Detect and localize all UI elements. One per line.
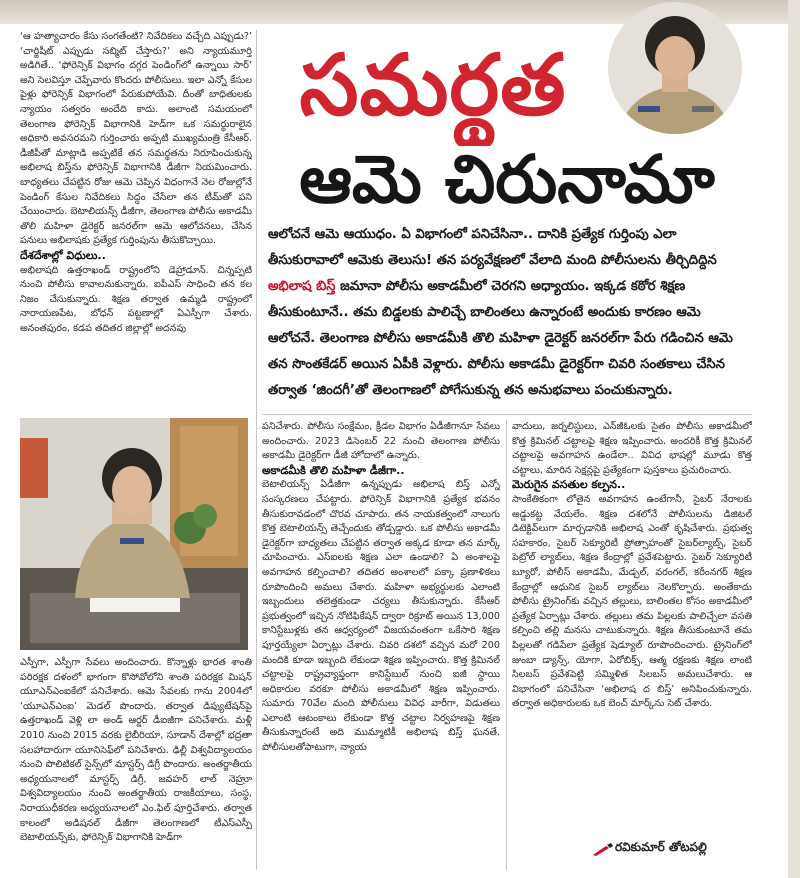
column-1-paragraph-2: అభిలాషది ఉత్తరాఖండ్ రాష్ట్రంలోని డెహ్రాడూన్. చిన్నప్పటి నుంచి పోలీసు కావాలనుకున్నారు. ఐపీఎస్ సాధించి తన కల నిజం చేసుకున్నారు. శిక్షణ తర్వాత ఉమ్మడి రాష్ట్రంలో నారాయణపేట, బోధన్ పట్టణాల్లో ఏఎస్పీగా చేశారు. అనంతపురం, కడప తదితర జిల్లాల్లో అదనపు (20, 264, 252, 334)
column-1-bottom (20, 656, 252, 868)
section-heading-facilities: మెరుగైన వసతుల కల్పన.. (512, 478, 626, 492)
column-divider-1 (256, 30, 257, 870)
column-3-paragraph-1: వాదులు, జర్నలిస్టులు, ఎన్‌జీఓలకు సైతం పోలీసు అకాడమీలో కొత్త క్రిమినల్ చట్టాలపై శిక్షణ ఇప్పించారు. అందరికీ కొత్త క్రిమినల్ చట్టాలపై అవగాహన ఉండేలా.. వివిధ భాషల్లో మూడు కొత్త చట్టాలు, మారిన సెక్షన్లపై ప్రత్యేకంగా పుస్తకాలు ప్రచురించారు. (512, 421, 752, 476)
column-3-paragraph-2: సాంకేతికంగా లోతైన అవగాహన ఉంటేగానీ, సైబర్ నేరాలకు అడ్డుకట్ట వేయలేం. శిక్షణ దశలోనే పోలీసులను డిజిటల్ డిటెక్టివ్‌లుగా మార్చడానికి అభిలాష ఎంతో కృషిచేశారు. ప్రభుత్వ సహకారం, సైబర్ సెక్యూరిటీ ప్రోత్సాహంతో సైబర్‌ల్యాబ్స్, సైబర్ పెట్రోల్ ల్యాబ్‌లు, శిక్షణ కేంద్రాల్లో ప్రవేశపెట్టారు. సైబర్ సెక్యూరిటీ బ్యూరో, పోలీస్ అకాడమీ, మేడ్చల్, వరంగల్, కరీంనగర్ శిక్షణ కేంద్రాల్లో ఆధునిక సైబర్ ల్యాబ్‌లు నెలకొల్పారు. అంతేకాదు పోలీసు ట్రైనింగ్‌కు వచ్చిన తల్లులు, బాలింతల కోసం అకాడమీలో ప్రత్యేక ఏర్పాట్లు చేశారు. తల్లులు తమ పిల్లలకు పాలిచ్చేలా వసతి కల్పించి తల్లి మనసు చాటుకున్నారు. శిక్షణ తీసుకుంటూనే తమ పిల్లలతో గడిపేలా ప్రత్యేక షెడ్యూల్ రూపొందించారు. ట్రైనింగ్‌లో జుంబా డ్యాన్స్, యోగా, ఏరోబిక్స్, ఆత్మ రక్షణకు శిక్షణ లాంటి సిలబస్ ప్రవేశపెట్టి సమ్మిళిత సిలబస్ అమలుచేశారు. ఆ విభాగంలో పనిచేసినా ‘అభిలాష ద బిస్త్’ అనిపించుకున్నారు. తర్వాత అధికారులకు ఒక బెంచ్ మార్క్‌ను సెట్ చేశారు. (512, 493, 752, 710)
intro-paragraph (268, 222, 752, 412)
section-heading-abroad: దేశదేశాల్లో విధులు.. (20, 248, 106, 262)
author-name: రవికుమార్ తోటపల్లి (615, 840, 707, 854)
intro-name-highlight: అభిలాష బిస్త్ (268, 279, 336, 294)
officer-portrait-photo (608, 2, 742, 134)
intro-text-1: ఆలోచనే ఆమె ఆయుధం. ఏ విభాగంలో పనిచేసినా.. దానికి ప్రత్యేక గుర్తింపు ఎలా తీసుకురావాలో ఆమెకు తెలుసు! తన పర్యవేక్షణలో వేలాది మంది పోలీసులను తీర్చిదిద్దిన (268, 227, 717, 268)
column-1-top (20, 30, 252, 418)
column-divider-2 (506, 420, 507, 870)
column-1-paragraph-3: ఎస్పీగా, ఎస్పీగా సేవలు అందించారు. కొన్నాళ్లు భారత శాంతి పరిరక్షక దళంలో భాగంగా కొసోవోలోని శాంతి పరిరక్షక మిషన్ యూఎన్‌ఎంఐకేలో పనిచేశారు. ఆమె సేవలకు గాను 2004లో ‘యూఎన్‌ఎంఐ’ మెడల్ పొందారు. తర్వాత డిప్యుటేషన్‌పై ఉత్తరాఖండ్ వెళ్లి లా అండ్ ఆర్డర్ డీఐజీగా పనిచేశారు. మళ్లీ 2010 నుంచి 2015 వరకు లైబీరియా, సూడాన్ దేశాల్లో భద్రతా సలహాదారుగా యూనిసెఫ్‌లో పనిచేశారు. ఢిల్లీ విశ్వవిద్యాలయం నుంచి పొలిటికల్ సైన్స్‌లో మాస్టర్స్ డిగ్రీ పొందారు. అంతర్జాతీయ అధ్యయనాలలో మాస్టర్స్ డిగ్రీ, జవహర్ లాల్ నెహ్రూ విశ్వవిద్యాలయం నుంచి అంతర్జాతీయ రాజకీయాలు, సంస్థ, నిరాయుధీకరణ అధ్యయనాలలో ఎం.ఫిల్ పూర్తిచేశారు. తర్వాత కాలంలో అడిషనల్ డీజీగా తెలంగాణలో టీఎస్ఎస్పీ బెటాలియన్స్‌కు, ఫోరెన్సిక్ విభాగానికి హెడ్‌గా (20, 657, 252, 844)
byline-author (585, 840, 790, 860)
headline-word-1: సమర్థత (299, 36, 567, 134)
column-2-paragraph-2: బెటాలియన్స్ ఏడీజీగా ఉన్నప్పుడు అభిలాష బిస్త్ ఎన్నో సంస్కరణలు చేపట్టారు. ఫోరెన్సిక్ విభాగానికి ప్రత్యేక భవనం తీసుకురావడంలో చొరవ చూపారు. తన నాయకత్వంలో నాలుగు కొత్త బెటాలియన్స్ తెచ్చేందుకు తోడ్పడ్డారు. ఒక పోలీసు అకాడమీ డైరెక్టర్‌గా బాధ్యతలు చేపట్టిన తర్వాత అక్కడ కూడా తన మార్క్ చూపించారు. ఎస్ఐలకు శిక్షణ ఎలా ఉండాలి? ఏ అంశాలపై అవగాహన కల్పించాలి? తదితర అంశాలలో పక్కా ప్రణాళికలు రూపొందించి అమలు చేశారు. మహిళా అభ్యర్థులకు ఎలాంటి ఇబ్బందులు తలెత్తకుండా చర్యలు తీసుకున్నారు. కేసీఆర్ ప్రభుత్వంలో ఇచ్చిన నోటిఫికేషన్ ద్వారా రిక్రూట్ అయిన 13,000 కానిస్టేబుళ్లకు తన ఆధ్వర్యంలో విజయవంతంగా ఒకేసారి శిక్షణ పూర్తయ్యేలా ఏర్పాట్లు చేశారు. చివరి దశలో వచ్చిన మరో 200 మందికి కూడా ఇబ్బంది లేకుండా శిక్షణ ఇప్పించారు. కొత్త క్రిమినల్ చట్టాలపై రాష్ట్రవ్యాప్తంగా కానిస్టేబుల్ నుంచి ఐజీ స్థాయి అధికారుల వరకూ పోలీసు అకాడమీలో శిక్షణ ఇప్పించారు. సుమారు 70వేల మంది పోలీసులు వివిధ వారీగా, విడుతలు ఎలాంటి ఆటంకాలు లేకుండా కొత్త చట్టాల నిర్వహణపై శిక్షణ తీసుకున్నారంటే అది ముమ్మాటికీ అభిలాష బిస్త్ ఘనతే. పోలీసులతోపాటుగా, న్యాయ (262, 479, 500, 754)
headline-word-2: ఆమె చిరునామా (299, 141, 715, 218)
page-edge (788, 0, 800, 878)
section-heading-first-woman-dg: అకాడమీకి తొలి మహిళా డీజీగా.. (262, 463, 405, 477)
column-2 (262, 420, 500, 870)
intro-text-2: జమానా పోలీసు అకాడమీలో చెరగని అధ్యాయం. ఇక్కడ కఠోర శిక్షణ తీసుకుంటూనే.. తమ బిడ్డలకు పాలిచ్చే బాలింతలు ఉన్నారంటే అందుకు కారణం ఆమె ఆలోచనే. తెలంగాణ పోలీసు అకాడమీకి తొలి మహిళా డైరెక్టర్ జనరల్‌గా పేరు గడించిన ఆమె తన సొంతకేడర్ అయిన ఏపీకి వెళ్లారు. పోలీసు అకాడమీ డైరెక్టర్‌గా చివరి సంతకాలు చేసిన తర్వాత ‘జిందగీ’తో తెలంగాణలో పోగేసుకున్న తన అనుభవాలు పంచుకున్నారు. (268, 279, 733, 398)
column-1-paragraph-1: ‘ఆ హత్యాచారం కేసు సంగతేంటి? నివేదికలు వచ్చేది ఎప్పుడు?’ ‘చార్జిషీట్ ఎప్పుడు సబ్మిట్ చేస్తారు?’ అని న్యాయమూర్తి అడిగితే.. ‘ఫోరెన్సిక్ విభాగం దగ్గర పెండింగ్‌లో ఉన్నాయి సార్’ అని సెలవిస్తూ చెప్పేవారు కొందరు పోలీసులు. ఇలా ఎన్నో కేసుల పైళ్లు ఫోరెన్సిక్ విభాగంలో పేరుకుపోయేవి. దీంతో బాధితులకు న్యాయం సత్వరం అందేది కాదు. అలాంటి సమయంలో తెలంగాణ ఫోరెన్సిక్ విభాగానికి హెడ్‌గా ఒక సమర్థురాలైన అధికారి అవసరమని గుర్తించారు అప్పటి ముఖ్యమంత్రి కేసీఆర్. డీజీపీతో మాట్లాడి అప్పటికే తన సమర్థతను నిరూపించుకున్న అభిలాష బిస్త్‌ను ఫోరెన్సిక్ విభాగానికి డీజీగా నియమించారు. బాధ్యతలు చేపట్టిన రోజు ఆమె చెప్పిన విధంగానే నెల రోజుల్లోనే పెండింగ్ కేసుల నివేదికలు సిద్ధం చేసేలా తన టీమ్‌తో పని చేయించారు. బెటాలియన్స్ డీజీగా, తెలంగాణ పోలీసు అకాడమీ తొలి మహిళా డైరెక్టర్ జనరల్‌గా ఆమె ఆలోచనలు, చేసిన పనులు అభిలాషకు ప్రత్యేక గుర్తింపును తీసుకొచ్చాయి. (20, 31, 252, 247)
column-2-paragraph-1: పనిచేశారు. పోలీసు సంక్షేమం, క్రీడల విభాగం ఏడీజీగానూ సేవలు అందించారు. 2023 డిసెంబర్ 22 నుంచి తెలంగాణ పోలీసు అకాడమీ డైరెక్టర్‌గా డీజీ హోదాలో ఉన్నారు. (262, 421, 500, 462)
officer-desk-photo (20, 418, 248, 650)
column-3 (512, 420, 752, 834)
intro-bottom-rule (262, 414, 752, 415)
